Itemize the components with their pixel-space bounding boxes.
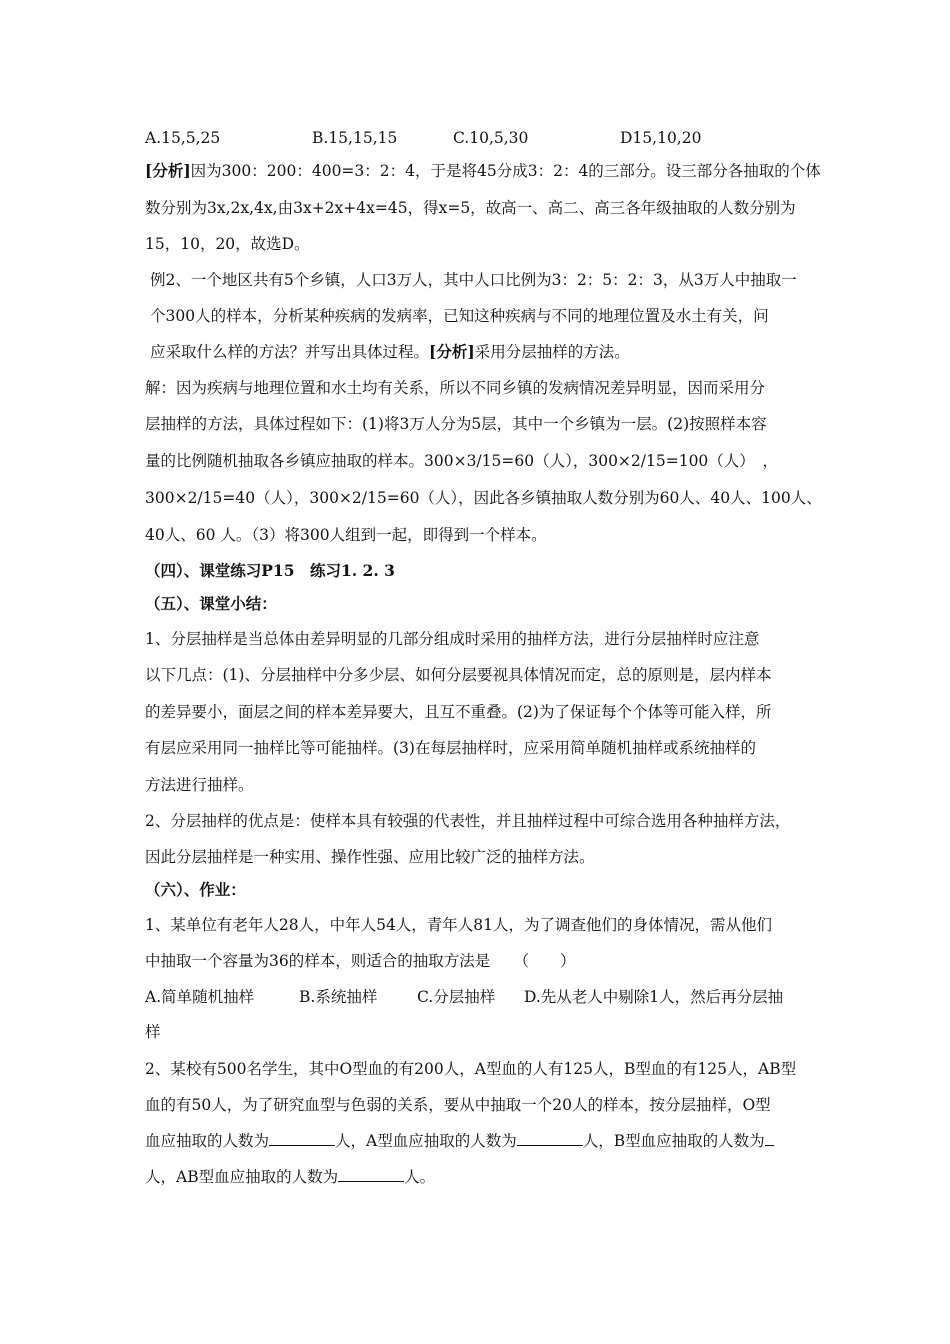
- section-heading-practice: （四）、课堂练习P15 练习1. 2. 3: [145, 561, 395, 580]
- homework2-text: 人，A型血应抽取的人数为: [335, 1132, 517, 1150]
- example2-line-1: 例2、一个地区共有5个乡镇，人口3万人，其中人口比例为3：2：5：2：3，从3万人中抽取一: [150, 271, 797, 289]
- example2-line-3: [150, 342, 630, 362]
- summary-line-1: 1、分层抽样是当总体由差异明显的几部分组成时采用的抽样方法，进行分层抽样时应注意: [145, 630, 760, 648]
- summary-line-4: 有层应采用同一抽样比等可能抽样。(3)在每层抽样时，应采用简单随机抽样或系统抽样的: [145, 739, 756, 757]
- summary-line-2: 以下几点：(1)、分层抽样中分多少层、如何分层要视具体情况而定，总的原则是，层内样本: [145, 666, 772, 684]
- homework1-option-b: B.系统抽样: [299, 988, 378, 1006]
- summary-line-5: 方法进行抽样。: [145, 776, 254, 794]
- option-d: D15,10,20: [620, 129, 702, 147]
- summary-line-3: 的差异要小，面层之间的样本差异要大，且互不重叠。(2)为了保证每个个体等可能入样，所: [145, 703, 772, 721]
- homework1-line-4: 样: [145, 1023, 161, 1041]
- option-b: B.15,15,15: [312, 129, 398, 147]
- analysis-tag: [分析]: [145, 161, 191, 180]
- solution-line-4: 300×2/15=40（人），300×2/15=60（人），因此各乡镇抽取人数分别为60人、40人、100人、: [145, 489, 822, 507]
- homework1-option-a: A.简单随机抽样: [145, 988, 255, 1006]
- homework1-option-d: D.先从老人中剔除1人，然后再分层抽: [524, 988, 784, 1006]
- homework2-line-3: [145, 1131, 774, 1151]
- solution-line-5: 40人、60 人。（3）将300人组到一起，即得到一个样本。: [145, 526, 547, 544]
- option-a: A.15,5,25: [145, 129, 221, 147]
- summary-line-7: 因此分层抽样是一种实用、操作性强、应用比较广泛的抽样方法。: [145, 848, 595, 866]
- homework2-text: 人。: [404, 1168, 436, 1186]
- homework2-line-1: 2、某校有500名学生，其中O型血的有200人，A型血的人有125人，B型血的有125人，AB型: [145, 1060, 797, 1078]
- solution-line-1: 解：因为疾病与地理位置和水土均有关系，所以不同乡镇的发病情况差异明显，因而采用分: [145, 379, 766, 397]
- summary-line-6: 2、分层抽样的优点是：使样本具有较强的代表性，并且抽样过程中可综合选用各种抽样方法，: [145, 812, 791, 830]
- example2-question: 应采取什么样的方法？并写出具体过程。: [150, 343, 430, 361]
- solution-line-3: 量的比例随机抽取各乡镇应抽取的样本。300×3/15=60（人），300×2/15=100（人） ，: [145, 452, 779, 470]
- analysis-text: 因为300：200：400=3：2：4，于是将45分成3：2：4的三部分。设三部分各抽取的个体: [190, 162, 821, 180]
- answer-blank-ab[interactable]: [338, 1167, 404, 1182]
- homework1-line-1: 1、某单位有老年人28人，中年人54人，青年人81人，为了调查他们的身体情况，需从他们: [145, 916, 773, 934]
- homework2-text: 血应抽取的人数为: [145, 1132, 270, 1150]
- homework2-line-2: 血的有50人，为了研究血型与色弱的关系，要从中抽取一个20人的样本，按分层抽样，O型: [145, 1096, 771, 1114]
- homework2-text: 人，AB型血应抽取的人数为: [145, 1168, 339, 1186]
- homework2-text: 人，B型血应抽取的人数为: [582, 1132, 765, 1150]
- homework1-line-2: 中抽取一个容量为36的样本，则适合的抽取方法是 （ ）: [145, 952, 576, 970]
- analysis-line-3: 15，10，20，故选D。: [145, 235, 310, 253]
- analysis-tag: [分析]: [429, 342, 475, 361]
- analysis-line-2: 数分别为3x,2x,4x,由3x+2x+4x=45，得x=5，故高一、高二、高三各年级抽取的人数分别为: [145, 199, 796, 217]
- homework1-option-c: C.分层抽样: [417, 988, 496, 1006]
- section-heading-summary: （五）、课堂小结：: [145, 594, 277, 613]
- answer-blank-b[interactable]: [765, 1131, 774, 1146]
- example2-line-2: 个300人的样本，分析某种疾病的发病率，已知这种疾病与不同的地理位置及水土有关，问: [150, 307, 769, 325]
- analysis-line-1: [145, 161, 821, 181]
- homework2-line-4: [145, 1167, 435, 1187]
- example2-analysis: 采用分层抽样的方法。: [474, 343, 630, 361]
- answer-blank-a[interactable]: [517, 1131, 583, 1146]
- section-heading-homework: （六）、作业：: [145, 880, 246, 899]
- solution-line-2: 层抽样的方法，具体过程如下：(1)将3万人分为5层，其中一个乡镇为一层。(2)按照样本容: [145, 415, 767, 433]
- answer-blank-o[interactable]: [269, 1131, 335, 1146]
- option-c: C.10,5,30: [453, 129, 529, 147]
